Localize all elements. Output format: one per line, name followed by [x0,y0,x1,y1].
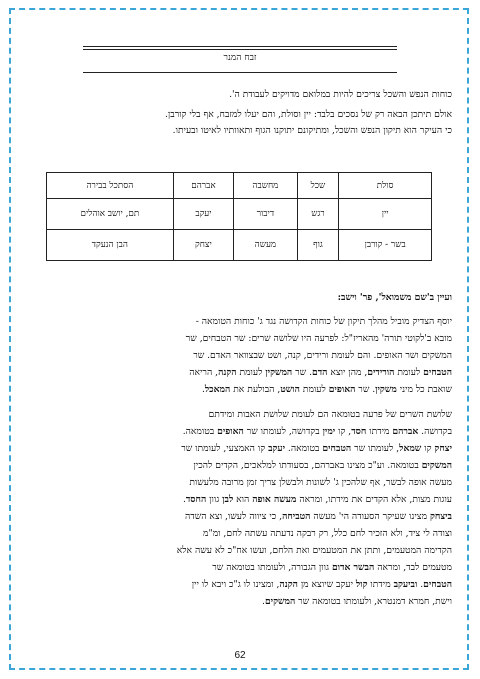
paragraph-2-line-9: הקדימה המטעמים, ותתן את המטעמים ואת הלחם, ועשו אח"כ לא עשה אלא [176,545,452,556]
bold-term: ימין [322,426,336,437]
text-run: . [201,384,205,395]
running-header [28,46,452,76]
text-run: לעומת [299,384,329,395]
bold-term: האופים [328,384,356,395]
table-cell: בשר - קורבן [339,230,432,261]
table-cell: יעקב [173,199,233,230]
bold-term: הטבחים [423,367,452,378]
text-run: בטומאה. [182,426,218,437]
paragraph-2-line-10 [28,559,452,576]
bold-term: משקין [375,384,397,395]
table-cell: מחשבה [234,173,297,199]
bold-term: המשקין [265,367,293,378]
source-line: ועיין ב'שם משמואל', פר' וישב: [337,292,452,303]
text-run: גוון הגבורה, ולעומתו בטומאה שר [212,562,332,573]
text-run: . [182,494,186,505]
bold-term: אברהם [392,426,419,437]
paragraph-2-line-8: וצודה לי ציד, ולא הזכיר לחם כלל, רק רבקה נדעתה עשתה לחם, ומ"מ [203,528,452,539]
table-cell: יצחק [173,230,233,261]
bold-term: חסד [351,426,367,437]
paragraph-2-line-1: שלושת השרים של פרעה בטומאה הם לעומת שלושת האבות ומידתם [208,409,452,420]
bold-term: הקנה [279,579,298,590]
bold-term: וביעקב [393,579,418,590]
table-cell: שכל [297,173,339,199]
text-run: , קו [335,426,352,437]
text-run: , הריאה [189,367,219,378]
text-run: גוון [206,494,223,505]
paragraph-2-line-4 [28,457,452,474]
table-cell: אברהם [173,173,233,199]
text-run: , ומצינו לו ג"כ ויבא לו יין [191,579,280,590]
correspondence-table [46,172,432,261]
bold-term: הטבחים [423,579,452,590]
bold-term: החסד [185,494,207,505]
bold-term: הטבחים [322,443,352,454]
text-run: , כי ציווה לעשו, וצא השדה [185,511,283,522]
bold-term: המשקים [421,460,452,471]
text-run: וישת, חמרא דמנטרא, ולעומתו בטומאה שר [295,596,452,607]
table-cell: הסתכל בבירה [47,173,174,199]
intro-line-2: אולם תיתכן הבאה רק של נסכים בלבד: יין וסולת, והם יעלו למזבח, אף בלי קורבן. [165,109,452,120]
text-run: , לעומתו שר [351,443,400,454]
text-run: בקדושה, לעומתו שר [243,426,323,437]
text-run: בטומאה. [285,443,323,454]
bold-term: שמאל [399,443,422,454]
intro-line-1: כוחות הנפש והשכל צריכים להיות במלואם מדויקים לעבודת ה'. [229,89,452,100]
paragraph-1-line-5 [28,381,452,398]
text-run: מידתו [366,426,393,437]
bold-term: קול [355,579,368,590]
paragraph-1-line-2: מובא ב'לקוטי תורה' מהאריז"ל: לפרעה היו שלושה שרים: שר הטבחים, שר [185,333,452,344]
header-rule-top-2 [83,49,397,50]
paragraph-1-line-1: יוסף הצדיק מוביל מהלך תיקון של כוחות הקדושה נגד ג' כוחות הטומאה - [195,316,452,327]
bold-term: יעקב [268,443,286,454]
bold-term: ביצחק [429,511,452,522]
bold-term: לבן [222,494,234,505]
text-run: , מהן יוצא [327,367,368,378]
table-cell: הבן הנעקד [47,230,174,261]
table-row [47,173,432,199]
paragraph-2-line-7 [28,508,452,525]
table-cell: יין [339,199,432,230]
bold-term: הקנה [218,367,237,378]
text-run: בטומאה. וע"כ מצינו באברהם, בסעודתו למלאכים, הקדים להכין [193,460,422,471]
text-run: קו [421,443,435,454]
header-rule-top [83,46,397,47]
bold-term: האופים [217,426,244,437]
bold-term: הטביחה [282,511,311,522]
paragraph-2-line-12 [28,593,452,610]
page-number: 62 [234,650,246,661]
intro-line-3: כי העיקר הוא תיקון הנפש והשכל, ומתיקונם יתוקנו הגוף ותאוותיו לאיטו ובעיתו. [172,125,452,136]
text-run: מצינו שעיקר הסעודה הי' מעשה [310,511,430,522]
header-title: זבח המנר [216,53,265,63]
bold-term: הורידים [367,367,395,378]
paragraph-2-line-5: מעשה אופה לבשר, אף שלהכין ג' לשונות ולבשלן צריך זמן מרובה מלעשות [189,477,452,488]
text-run: בקדושה. [418,426,452,437]
bold-term: יצחק [434,443,452,454]
text-run: לעומת [394,367,424,378]
bold-term: הושט [280,384,300,395]
table-cell: סולת [339,173,432,199]
table-cell: מעשה [234,230,297,261]
bold-term: הדם [312,367,328,378]
text-run: לעומת [236,367,266,378]
paragraph-1-line-3: המשקים ושר האופים. והם לעומת ורידים, קנה, ושט שבצוואר האדם. שר [193,350,452,361]
text-run: יעקב שיוצא מן [297,579,356,590]
text-run: , הבולעת את [230,384,281,395]
text-run: . [417,579,424,590]
text-run: . שר [355,384,376,395]
table-cell: רגש [297,199,339,230]
text-run: . שר [292,367,312,378]
text-run: . [262,596,265,607]
text-run: מידתו [367,579,394,590]
paragraph-2-line-2 [28,423,452,440]
text-run: הוא [233,494,253,505]
bold-term: מעשה אופה [252,494,297,505]
bold-term: המאכל [204,384,231,395]
paragraph-2-line-6 [28,491,452,508]
table-row [47,230,432,261]
bold-term: הבשר אדום [331,562,375,573]
header-rule-bottom [83,72,397,73]
table-row [47,199,432,230]
text-run: קו האמצעי, לעומתו שר [181,443,269,454]
text-run: מטעמים לבד, ומראה [374,562,452,573]
table-cell: דיבור [234,199,297,230]
paragraph-1-line-4 [28,364,452,381]
paragraph-2-line-3 [28,440,452,457]
bold-term: המשקים [264,596,296,607]
text-run: שואבת כל מיני [396,384,452,395]
table-cell: תם, יושב אוהלים [47,199,174,230]
table-cell: גוף [297,230,339,261]
text-run: עוגות מצות, אלא הקדים את מידתו, ומראה [296,494,452,505]
paragraph-2-line-11 [28,576,452,593]
